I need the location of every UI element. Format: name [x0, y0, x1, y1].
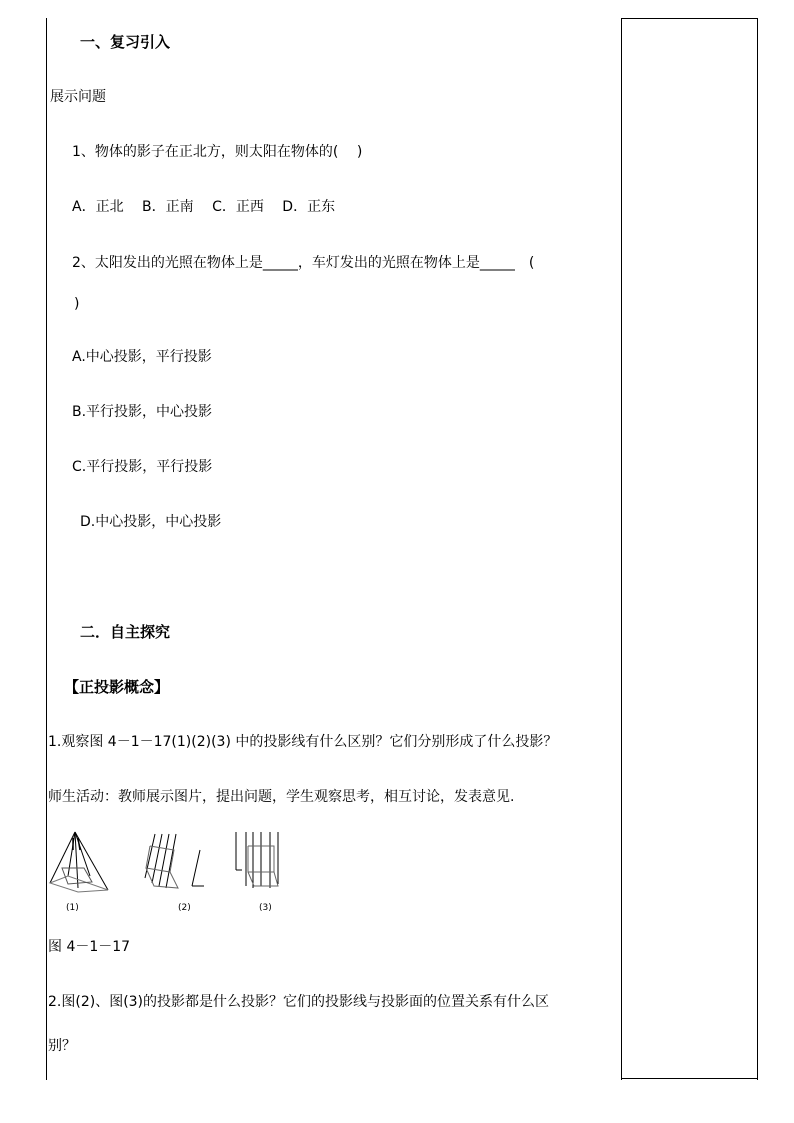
figure-1-central-projection	[50, 832, 108, 892]
section2-subtitle: 【正投影概念】	[64, 678, 170, 696]
question-2-close: )	[74, 296, 80, 312]
question-2-option-b: B.平行投影，中心投影	[72, 404, 213, 420]
table-top-border	[621, 18, 758, 19]
question-1-options: A．正北 B．正南 C．正西 D．正东	[72, 199, 336, 215]
figure-3-orthographic-parallel	[236, 832, 278, 888]
figure-label-2: (2)	[178, 903, 191, 913]
figure-label-1: (1)	[66, 903, 79, 913]
figure-2-oblique-parallel	[145, 834, 204, 888]
question-2-option-d: D.中心投影，中心投影	[80, 514, 222, 530]
question-2-option-a: A.中心投影，平行投影	[72, 349, 212, 365]
section2-title: 二．自主探究	[80, 623, 171, 641]
section1-title: 一、复习引入	[80, 33, 171, 51]
figure-caption: 图 4－1－17	[48, 939, 131, 955]
question-1: 1、物体的影子在正北方，则太阳在物体的( )	[72, 144, 363, 160]
table-column-divider	[621, 18, 622, 1080]
table-bottom-border	[621, 1078, 758, 1079]
question-2: 2、太阳发出的光照在物体上是_____，车灯发出的光照在物体上是_____ (	[72, 255, 535, 271]
item-2-line-1: 2.图(2)、图(3)的投影都是什么投影？它们的投影线与投影面的位置关系有什么区	[48, 994, 550, 1010]
item-2-line-2: 别？	[48, 1038, 76, 1054]
projection-figure	[48, 828, 298, 920]
item-1: 1.观察图 4－1－17(1)(2)(3) 中的投影线有什么区别？它们分别形成了什么投影？	[48, 734, 558, 750]
activity-text: 师生活动：教师展示图片，提出问题，学生观察思考，相互讨论，发表意见.	[48, 789, 515, 805]
figure-label-3: (3)	[259, 903, 272, 913]
table-right-border	[757, 18, 758, 1080]
table-left-border	[46, 18, 47, 1080]
section1-intro: 展示问题	[50, 89, 106, 105]
question-2-option-c: C.平行投影，平行投影	[72, 459, 213, 475]
